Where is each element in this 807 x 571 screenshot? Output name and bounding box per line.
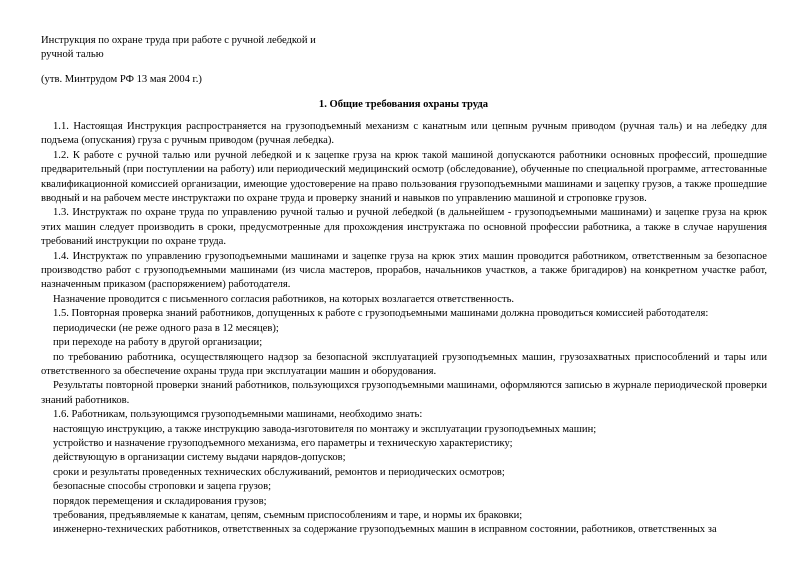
paragraph-1-6: 1.6. Работникам, пользующимся грузоподъемными машинами, необходимо знать:: [53, 409, 423, 421]
list-item: действующую в организации систему выдачи нарядов-допусков;: [53, 452, 346, 464]
list-item: инженерно-технических работников, ответственных за содержание грузоподъемных машин в исправном состоянии, работников, ответственных за: [53, 524, 717, 536]
list-item: сроки и результаты проведенных технических обслуживаний, ремонтов и периодических осмотров;: [53, 466, 505, 478]
document-body: [41, 120, 767, 538]
list-item: порядок перемещения и складирования грузов;: [53, 495, 267, 507]
list-item: настоящую инструкцию, а также инструкцию завода-изготовителя по монтажу и эксплуатации грузоподъемных машин;: [53, 423, 597, 435]
list-item: требования, предъявляемые к канатам, цепям, съемным приспособлениям и таре, и нормы их браковки;: [53, 509, 523, 521]
list-item: периодически (не реже одного раза в 12 месяцев);: [53, 322, 279, 334]
document-title-line-1: Инструкция по охране труда при работе с ручной лебедкой и: [41, 35, 316, 46]
paragraph-1-3: 1.3. Инструктаж по охране труда по управлению ручной талью и ручной лебедкой (в дальнейшем - грузоподъемными машинами) и зацепке груза на крюк этих машин следует производить в сроки, предусмотренные для прохождения инструктажа по основной профессии работника, а также в случае нарушения требований инструкции по охране труда.: [41, 207, 767, 248]
section-heading: 1. Общие требования охраны труда: [318, 99, 489, 110]
paragraph-1-4: 1.4. Инструктаж по управлению грузоподъемными машинами и зацепке груза на крюк этих машин проводится работником, ответственным за безопасное производство работ с грузоподъемными машинами (из числа мастеров, прорабов, начальников участков, а также бригадиров) на конкретном участке работ, назначенным приказом (распоряжением) работодателя.: [41, 250, 767, 291]
list-item: устройство и назначение грузоподъемного механизма, его параметры и техническую характеристику;: [53, 437, 513, 449]
paragraph-1-1: 1.1. Настоящая Инструкция распространяется на грузоподъемный механизм с канатным или цепным ручным приводом (ручная таль) и на лебедку для подъема (опускания) груза с ручным приводом (ручная лебедка).: [41, 121, 767, 147]
approval-note: (утв. Минтрудом РФ 13 мая 2004 г.): [41, 74, 202, 85]
paragraph-results: Результаты повторной проверки знаний работников, пользующихся грузоподъемными машинами, оформляются записью в журнале периодической проверки знаний работников.: [41, 380, 767, 406]
list-item: безопасные способы строповки и зацепа грузов;: [53, 481, 272, 493]
list-item: при переходе на работу в другой организации;: [53, 337, 263, 349]
paragraph-1-2: 1.2. К работе с ручной талью или ручной лебедкой и к зацепке груза на крюк такой машиной допускаются работники основных профессий, прошедшие предварительный (при поступлении на работу) или периодический медицинский осмотр (обследование), обученные по специальной программе, аттестованные квалификационной комиссией организации, имеющие удостоверение на право пользования грузоподъемными машинами и зацепку грузов, а также прошедшие вводный и на рабочем месте инструктажи по охране труда и проверку знаний и навыков по управлению машиной и строповке грузов.: [41, 149, 767, 205]
list-item: по требованию работника, осуществляющего надзор за безопасной эксплуатацией грузоподъемных машин, грузозахватных приспособлений и тары или ответственного за обеспечение охраны труда при эксплуатации машин и оборудования.: [41, 351, 767, 377]
paragraph-appointment: Назначение проводится с письменного согласия работников, на которых возлагается ответственность.: [53, 293, 515, 305]
document-title-line-2: ручной талью: [41, 49, 104, 60]
paragraph-1-5: 1.5. Повторная проверка знаний работников, допущенных к работе с грузоподъемными машинами должна проводиться комиссией работодателя:: [53, 308, 709, 320]
